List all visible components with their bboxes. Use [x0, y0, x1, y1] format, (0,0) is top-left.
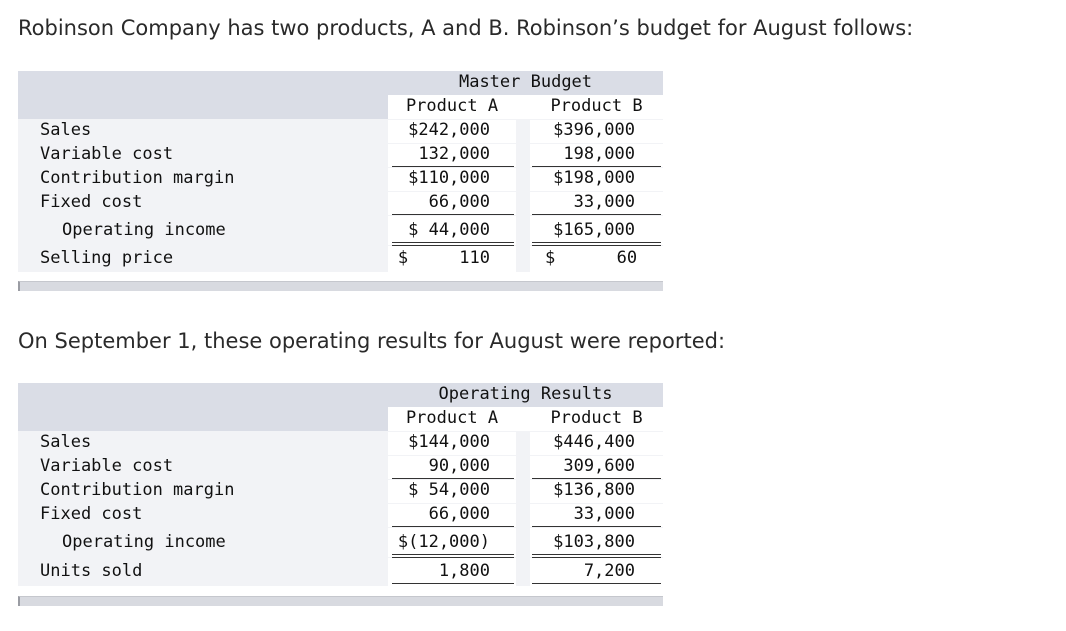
table-row — [18, 245, 663, 272]
row-label: Contribution margin — [40, 168, 235, 188]
row-label: Units sold — [40, 561, 143, 581]
cell-product-a: $242,000 — [408, 120, 490, 140]
table-row — [18, 503, 663, 527]
table-scrollbar[interactable] — [18, 281, 663, 291]
intro-text-results: On September 1, these operating results for August were reported: — [18, 329, 726, 353]
table-row — [18, 167, 663, 191]
cell-product-b: $446,400 — [553, 432, 635, 452]
cell-product-a: 66,000 — [428, 504, 490, 524]
row-label: Operating income — [62, 220, 226, 240]
cell-product-b: 33,000 — [573, 192, 635, 212]
table-row — [18, 215, 663, 245]
cell-product-a: $144,000 — [408, 432, 490, 452]
row-label: Fixed cost — [40, 504, 143, 524]
cell-product-a: 66,000 — [428, 192, 490, 212]
table-row — [18, 119, 663, 143]
table-body — [18, 431, 663, 586]
cell-product-a: 90,000 — [428, 456, 490, 476]
cell-product-b: $165,000 — [553, 220, 635, 240]
table-scrollbar[interactable] — [18, 596, 663, 606]
table-body — [18, 119, 663, 272]
row-label: Contribution margin — [40, 480, 235, 500]
table-row — [18, 455, 663, 479]
cell-product-b: 7,200 — [583, 561, 635, 581]
cell-product-b: $396,000 — [553, 120, 635, 140]
table-row — [18, 431, 663, 455]
intro-text-budget: Robinson Company has two products, A and B. Robinson’s budget for August follows: — [18, 16, 914, 40]
table-row — [18, 143, 663, 167]
cell-product-b: $198,000 — [553, 168, 635, 188]
cell-product-a: $ 110 — [397, 248, 490, 268]
cell-product-a: $ 54,000 — [408, 480, 490, 500]
cell-product-b: $136,800 — [553, 480, 635, 500]
table-title: Master Budget — [458, 72, 593, 92]
column-header-product-b: Product B — [550, 96, 643, 116]
column-header-product-a: Product A — [405, 408, 499, 428]
row-label: Sales — [40, 120, 92, 140]
row-label: Operating income — [62, 532, 226, 552]
row-label: Variable cost — [40, 456, 174, 476]
row-label: Selling price — [40, 248, 174, 268]
row-label: Sales — [40, 432, 92, 452]
operating-results-table — [18, 383, 663, 586]
cell-product-b: 33,000 — [573, 504, 635, 524]
cell-product-a: $(12,000) — [397, 532, 490, 552]
column-header-product-a: Product A — [405, 96, 499, 116]
table-row — [18, 557, 663, 586]
cell-product-b: 198,000 — [563, 144, 635, 164]
cell-product-b: 309,600 — [563, 456, 635, 476]
cell-product-b: $ 60 — [545, 248, 638, 268]
table-row — [18, 527, 663, 557]
cell-product-a: 1,800 — [438, 561, 490, 581]
table-row — [18, 191, 663, 215]
cell-product-a: $110,000 — [408, 168, 490, 188]
master-budget-table — [18, 71, 663, 272]
column-header-product-b: Product B — [550, 408, 643, 428]
row-label: Fixed cost — [40, 192, 143, 212]
table-header — [18, 71, 663, 119]
table-row — [18, 479, 663, 503]
cell-product-b: $103,800 — [553, 532, 635, 552]
table-title: Operating Results — [438, 384, 613, 404]
cell-product-a: 132,000 — [418, 144, 490, 164]
row-label: Variable cost — [40, 144, 174, 164]
table-header — [18, 383, 663, 431]
cell-product-a: $ 44,000 — [408, 220, 490, 240]
